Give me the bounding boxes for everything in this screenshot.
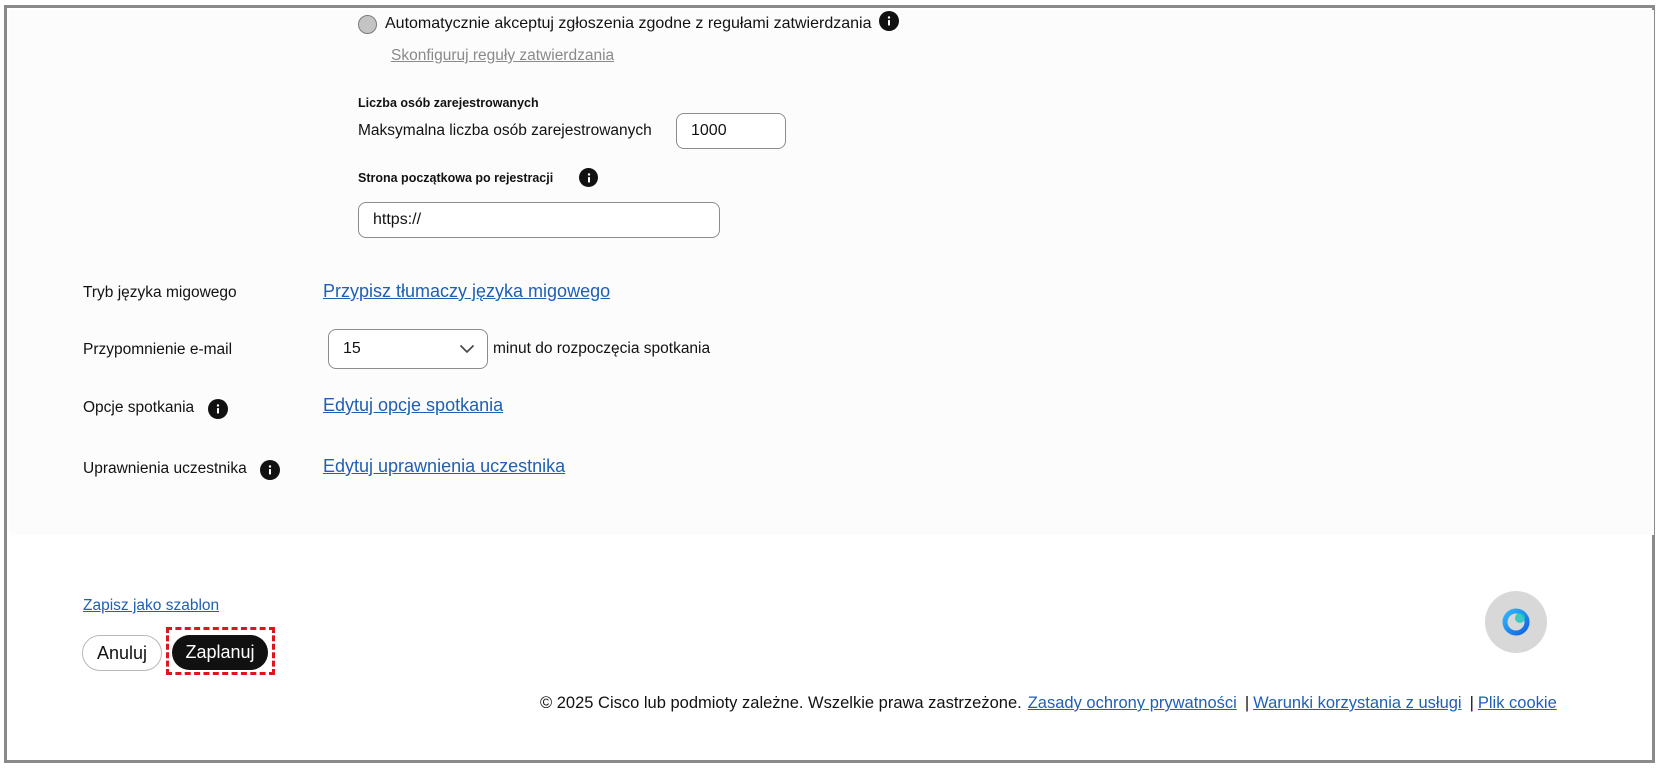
landing-page-heading: Strona początkowa po rejestracji [358, 171, 554, 185]
info-icon[interactable] [879, 11, 899, 31]
info-icon[interactable] [579, 168, 598, 187]
save-as-template-link[interactable]: Zapisz jako szablon [83, 597, 220, 614]
max-registrants-label: Maksymalna liczba osób zarejestrowanych [358, 122, 652, 139]
edit-attendee-privileges-link[interactable]: Edytuj uprawnienia uczestnika [323, 456, 566, 476]
email-reminder-label: Przypomnienie e-mail [83, 341, 233, 358]
chevron-down-icon [459, 344, 475, 354]
auto-accept-label: Automatycznie akceptuj zgłoszenia zgodne z regułami zatwierdzania [385, 15, 872, 32]
edit-meeting-options-link[interactable]: Edytuj opcje spotkania [323, 395, 504, 415]
assistant-icon [1499, 605, 1533, 639]
attendee-privileges-label: Uprawnienia uczestnika [83, 460, 247, 477]
cancel-button[interactable]: Anuluj [82, 635, 162, 671]
landing-url-input[interactable] [358, 202, 720, 238]
footer [540, 694, 1557, 713]
registrant-count-heading: Liczba osób zarejestrowanych [358, 96, 539, 110]
info-icon[interactable] [208, 399, 228, 419]
assign-interpreters-link[interactable]: Przypisz tłumaczy języka migowego [323, 281, 611, 301]
sign-language-label: Tryb języka migowego [83, 284, 237, 301]
cookie-policy-link[interactable]: Plik cookie [1477, 694, 1557, 712]
settings-panel [9, 10, 1654, 535]
assistant-button[interactable] [1485, 591, 1547, 653]
meeting-options-label: Opcje spotkania [83, 399, 195, 416]
info-icon[interactable] [260, 460, 280, 480]
footer-separator: | [1469, 694, 1474, 712]
terms-of-service-link[interactable]: Warunki korzystania z usługi [1253, 694, 1462, 712]
reminder-select[interactable] [328, 329, 488, 369]
privacy-policy-link[interactable]: Zasady ochrony prywatności [1027, 694, 1237, 712]
reminder-select-value: 15 [343, 340, 361, 357]
footer-separator: | [1244, 694, 1250, 712]
reminder-suffix: minut do rozpoczęcia spotkania [493, 340, 711, 357]
auto-accept-radio[interactable] [358, 15, 377, 34]
max-registrants-input[interactable] [676, 113, 786, 149]
configure-rules-link[interactable]: Skonfiguruj reguły zatwierdzania [391, 47, 615, 64]
copyright-text: © 2025 Cisco lub podmioty zależne. Wszelkie prawa zastrzeżone. [540, 694, 1022, 712]
schedule-button[interactable]: Zaplanuj [172, 635, 268, 670]
